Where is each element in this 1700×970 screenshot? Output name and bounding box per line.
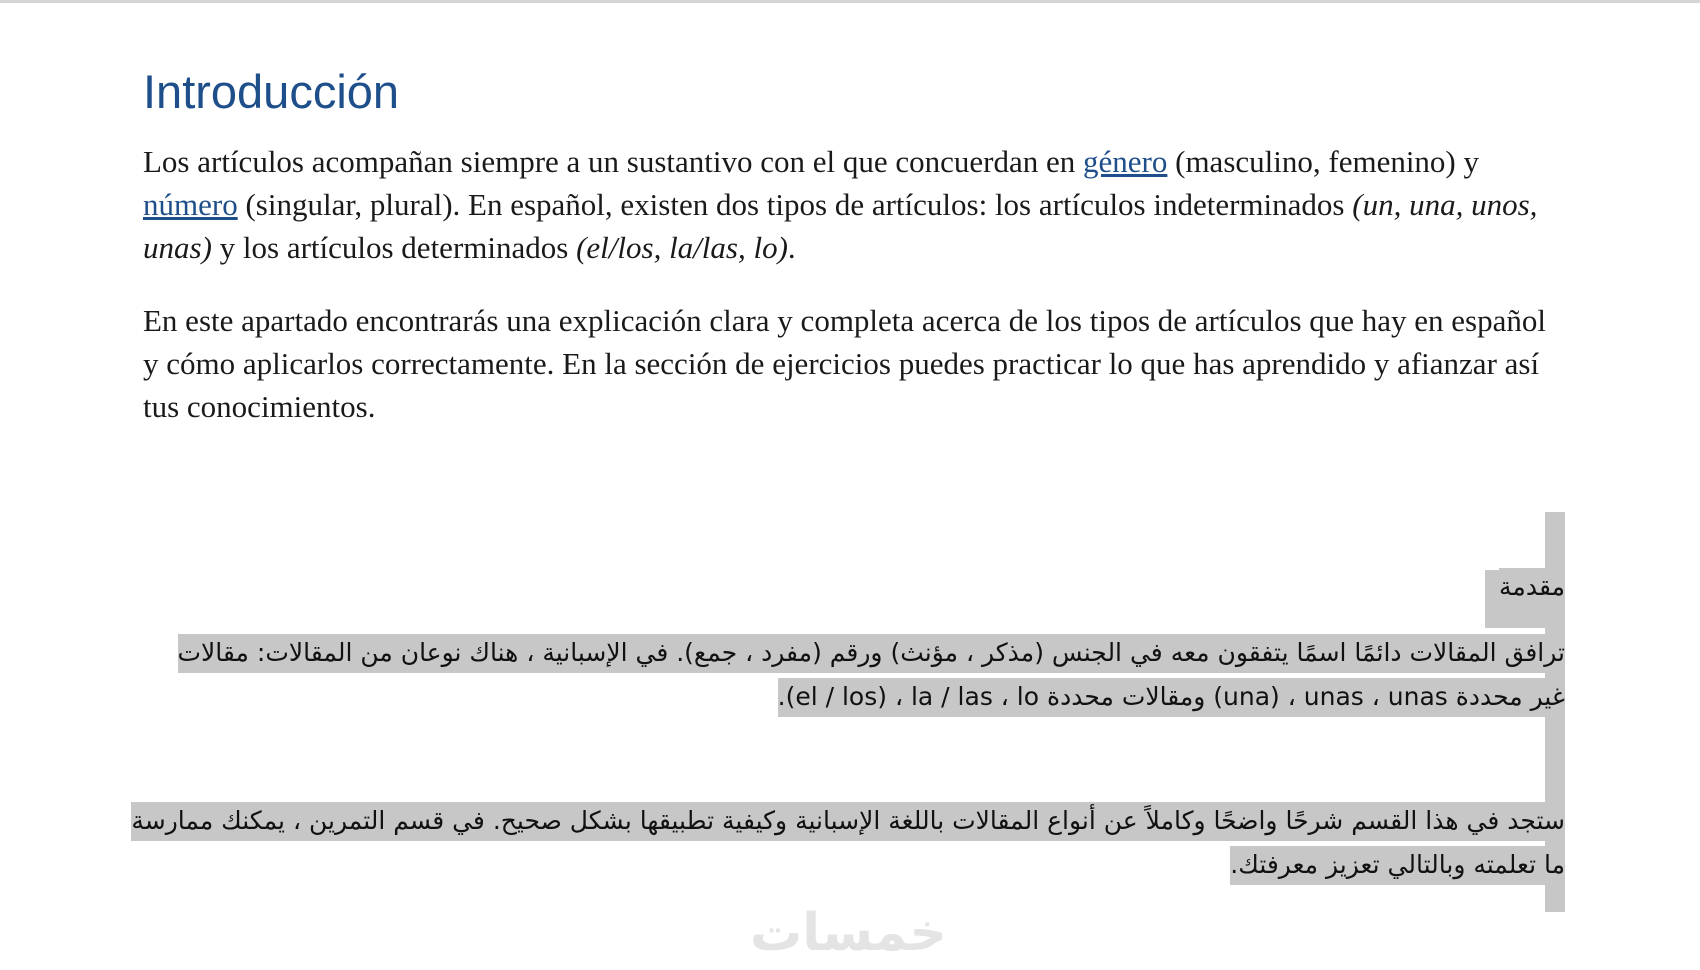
link-genero[interactable]: género [1083,144,1168,179]
arabic-p2-line1: ستجد في هذا القسم شرحًا واضحًا وكاملاً عن أنواع المقالات باللغة الإسبانية وكيفية تطبيقها بشكل صحيح. في قسم التمرين ، يمكنك ممارسة [131,806,1565,835]
top-border [0,0,1700,3]
arabic-p1-line2: غير محددة una) ، unas ، unas) ومقالات محددة el / los) ، la / las ، lo). [778,682,1565,711]
indefinite-articles: (un, una, unos, unas) [143,187,1538,265]
intro-text-2: (masculino, femenino) y [1167,144,1480,179]
highlight-strip-gap [1545,740,1565,800]
definite-articles: (el/los, la/las, lo) [576,230,788,265]
intro-text-1: Los artículos acompañan siempre a un sustantivo con el que concuerdan en [143,144,1084,179]
intro-text-4: y los artículos determinados [211,230,577,265]
intro-text-3: (singular, plural). En español, existen dos tipos de artículos: los artículos indeterminados [237,187,1353,222]
intro-paragraph [143,140,1563,269]
document-body [143,60,1563,428]
watermark-logo: خمسات [750,903,948,963]
intro-text-5: . [787,230,796,265]
arabic-p1-line1: ترافق المقالات دائمًا اسمًا يتفقون معه في الجنس (مذكر ، مؤنث) ورقم (مفرد ، جمع). في الإسبانية ، هناك نوعان من المقالات: مقالات [178,638,1566,667]
arabic-p2-line2: ما تعلمته وبالتالي تعزيز معرفتك. [1230,850,1565,879]
link-numero[interactable]: número [143,187,238,222]
page-title: Introducción [143,65,400,118]
arabic-title: مقدمة [1499,572,1565,601]
section-paragraph: En este apartado encontrarás una explicación clara y completa acerca de los tipos de artículos que hay en español y cómo aplicarlos correctamente. En la sección de ejercicios puedes practicar lo que has aprendido y afianzar así tus conocimientos. [143,303,1546,424]
